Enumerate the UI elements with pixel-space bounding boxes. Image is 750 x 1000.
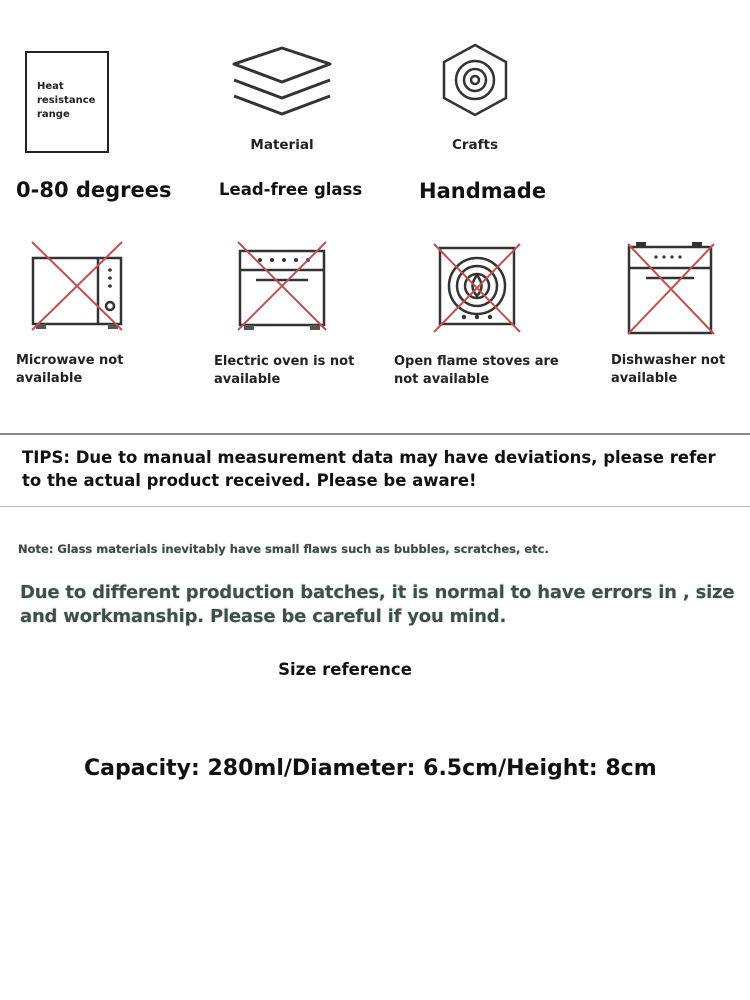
microwave-crossed-icon [30,240,124,332]
layers-icon [230,44,334,124]
flame-stove-crossed-icon [432,242,522,334]
crafts-value: Handmade [419,179,547,203]
capacity-dimensions: Capacity: 280ml/Diameter: 6.5cm/Height: 8cm [84,756,657,781]
tips-text: TIPS: Due to manual measurement data may have deviations, please refer to the actual product received. Please be aware! [22,448,716,490]
microwave-warning-label: Microwave not available [16,353,124,386]
hexagon-target-icon [440,42,510,118]
glass-flaws-note: Note: Glass materials inevitably have small flaws such as bubbles, scratches, etc. [18,542,549,556]
material-value: Lead-free glass [219,180,363,199]
oven-crossed-icon [236,240,328,332]
material-caption: Material [250,137,314,153]
crafts-caption: Crafts [451,137,499,153]
heat-resistance-box [25,51,109,153]
heat-resistance-label: Heat resistance range [37,81,96,120]
dishwasher-crossed-icon [626,240,716,336]
size-reference-heading: Size reference [278,660,412,679]
flame-stove-warning-label: Open flame stoves are not available [394,354,559,387]
oven-warning-label: Electric oven is not available [214,354,355,387]
divider-top [0,433,750,435]
production-batches-note: Due to different production batches, it is normal to have errors in , size and workmanship. Please be careful if you mind. [20,582,735,627]
divider-bottom [0,506,750,507]
heat-range-value: 0-80 degrees [16,178,172,202]
dishwasher-warning-label: Dishwasher not available [611,353,726,386]
